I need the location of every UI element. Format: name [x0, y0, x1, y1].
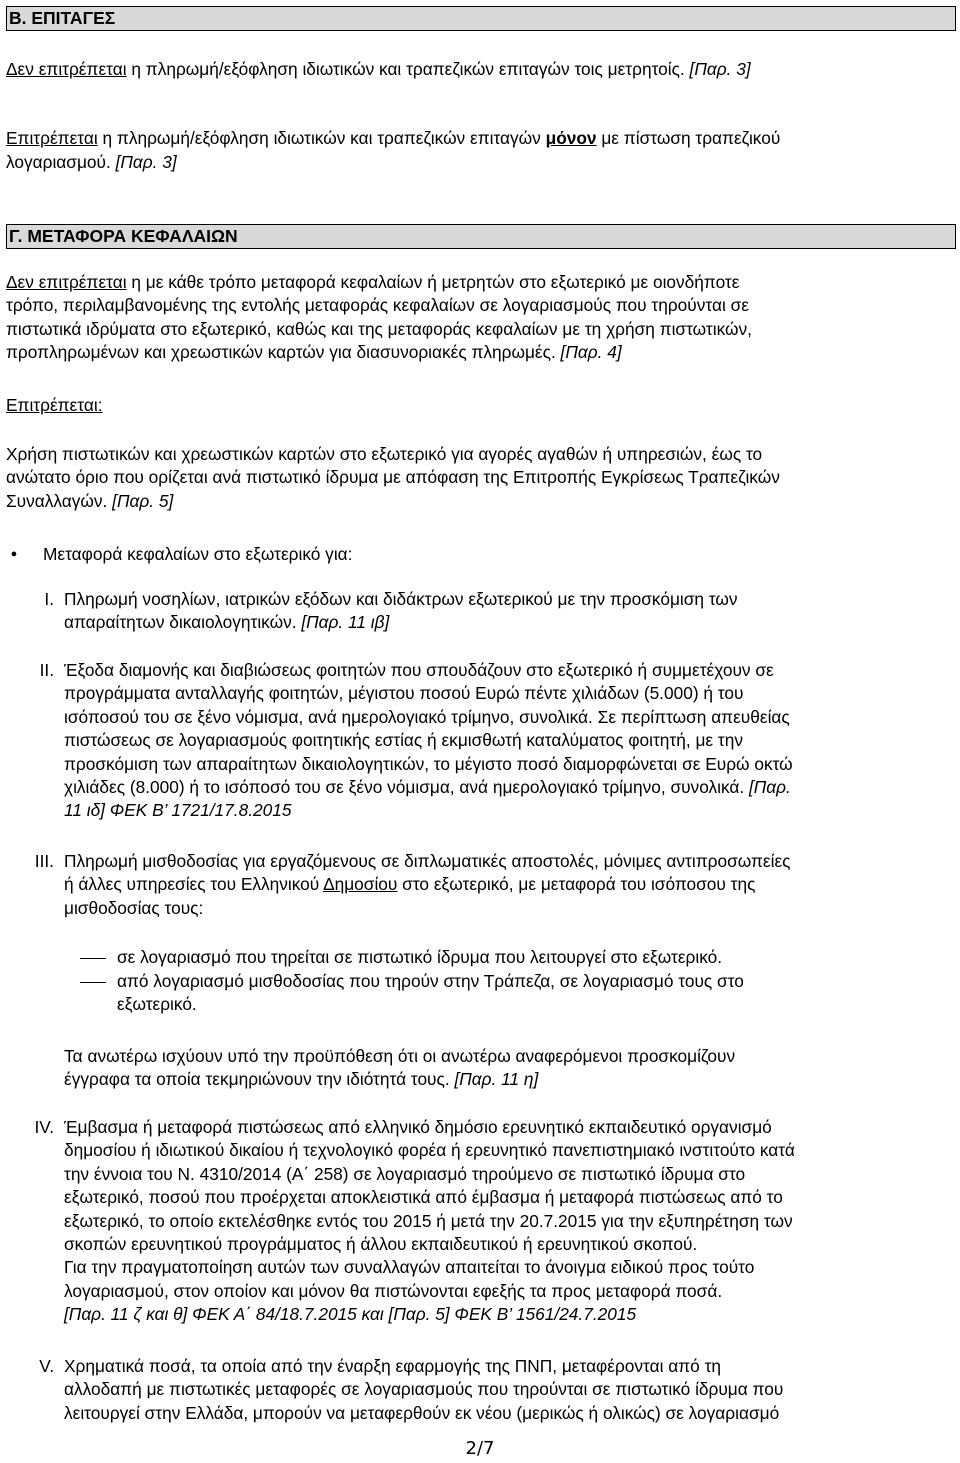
section-c-paragraph-2: Χρήση πιστωτικών και χρεωστικών καρτών στο εξωτερικό για αγορές αγαθών ή υπηρεσιών, έως το ανώτατο όριο που ορίζεται ανά πιστωτικό ίδρυμα με απόφαση της Επιτροπής Εγκρίσεως Τραπεζικών Συναλλαγών. [Παρ. 5]	[6, 444, 780, 511]
bullet-text: Μεταφορά κεφαλαίων στο εξωτερικό για:	[43, 544, 353, 564]
section-b-heading: Β. ΕΠΙΤΑΓΕΣ	[6, 6, 956, 31]
item-number: V.	[39, 1356, 54, 1376]
page-number: 2/7	[465, 1438, 495, 1459]
item-text: Πληρωμή νοσηλίων, ιατρικών εξόδων και διδάκτρων εξωτερικού με την προσκόμιση των απαραίτητων δικαιολογητικών. [Παρ. 11 ιβ]	[64, 589, 738, 633]
item-text: Έμβασμα ή μεταφορά πιστώσεως από ελληνικό δημόσιο ερευνητικό εκπαιδευτικό οργανισμό δημοσίου ή ιδιωτικού δικαίου ή τεχνολογικό φορέα ή ερευνητικό πανεπιστημιακό ινστιτούτο κατά την έννοια του Ν. 4310/2014 (Α΄ 258) σε λογαριασμό τηρούμενο σε πιστωτικό ίδρυμα στο εξωτερικό, ποσού που προέρχεται αποκλειστικά από έμβασμα ή μεταφορά πιστώσεως από το εξωτερικό, το οποίο εκτελέσθηκε εντός του 2015 ή μετά την 20.7.2015 για την εξυπηρέτηση των σκοπών ερευνητικού προγράμματος ή άλλου εκπαιδευτικού ή ερευνητικού σκοπού. Για την πραγματοποίηση αυτών των συναλλαγών απαιτείται το άνοιγμα ειδικού προς τούτο λογαριασμού, στον οποίον και μόνον θα πιστώνονται εφεξής τα προς μεταφορά ποσά. [Παρ. 11 ζ και θ] ΦΕΚ Α΄ 84/18.7.2015 και [Παρ. 5] ΦΕΚ Β’ 1561/24.7.2015	[64, 1116, 954, 1327]
reference: [Παρ. 11 η]	[454, 1069, 539, 1090]
only-emphasis: μόνον	[545, 128, 597, 148]
sub-item: από λογαριασμό μισθοδοσίας που τηρούν στην Τράπεζα, σε λογαριασμό τους στο εξωτερικό.	[117, 971, 744, 1015]
section-b-paragraph-1: Δεν επιτρέπεται η πληρωμή/εξόφληση ιδιωτικών και τραπεζικών επιταγών τοις μετρητοίς. [Παρ. 3]	[6, 59, 751, 79]
item-iii-note: Τα ανωτέρω ισχύουν υπό την προϋπόθεση ότι οι ανωτέρω αναφερόμενοι προσκομίζουν έγγραφα τα οποία τεκμηριώνουν την ιδιότητά τους. [Παρ. 11 η]	[64, 1046, 736, 1090]
reference: [Παρ. 11 ζ και θ] ΦΕΚ Α΄ 84/18.7.2015 και [Παρ. 5] ΦΕΚ Β’ 1561/24.7.2015	[64, 1304, 637, 1325]
item-text: Έξοδα διαμονής και διαβιώσεως φοιτητών που σπουδάζουν στο εξωτερικό ή συμμετέχουν σε προγράμματα ανταλλαγής φοιτητών, μέγιστου ποσού Ευρώ πέντε χιλιάδων (5.000) ή του ισόποσού του σε ξένο νόμισμα, ανά ημερολογιακό τρίμηνο, συνολικά. Σε περίπτωση απευθείας πιστώσεως σε λογαριασμούς φοιτητικής εστίας ή εκμισθωτή καταλύματος φοιτητή, με την προσκόμιση των απαραίτητων δικαιολογητικών, το μέγιστο ποσό διαμορφώνεται σε Ευρώ οκτώ χιλιάδες (8.000) ή το ισόποσό του σε ξένο νόμισμα, ανά ημερολογιακό τρίμηνο, συνολικά. [Παρ. 11 ιδ] ΦΕΚ Β’ 1721/17.8.2015	[64, 659, 954, 823]
item-number: III.	[34, 851, 54, 871]
section-b-paragraph-2: Επιτρέπεται η πληρωμή/εξόφληση ιδιωτικών και τραπεζικών επιταγών μόνον με πίστωση τραπεζικού	[6, 128, 781, 148]
reference: [Παρ. 3]	[689, 59, 751, 79]
item-text: Χρηματικά ποσά, τα οποία από την έναρξη εφαρμογής της ΠΝΠ, μεταφέρονται από τη αλλοδαπή με πιστωτικές μεταφορές σε λογαριασμούς που τηρούνται σε πιστωτικό ίδρυμα που λειτουργεί στην Ελλάδα, μπορούν να μεταφερθούν εκ νέου (μερικώς ή ολικώς) σε λογαριασμό	[64, 1356, 784, 1423]
reference: 11 ιδ] ΦΕΚ Β’ 1721/17.8.2015	[64, 800, 292, 821]
not-allowed-label: Δεν επιτρέπεται	[6, 59, 127, 79]
section-b-paragraph-2-line-2: λογαριασμού. [Παρ. 3]	[6, 152, 177, 172]
not-allowed-label: Δεν επιτρέπεται	[6, 272, 127, 292]
bullet-icon: ●	[10, 548, 18, 560]
section-c-paragraph-1: Δεν επιτρέπεται η με κάθε τρόπο μεταφορά κεφαλαίων ή μετρητών στο εξωτερικό με οιονδήποτε τρόπο, περιλαμβανομένης της εντολής μεταφοράς κεφαλαίων σε λογαριασμούς που τηρούνται σε πιστωτικά ιδρύματα στο εξωτερικό, καθώς και της μεταφοράς κεφαλαίων με τη χρήση πιστωτικών, προπληρωμένων και χρεωστικών καρτών για διασυνοριακές πληρωμές. [Παρ. 4]	[6, 272, 752, 363]
public-sector-emphasis: Δημοσίου	[323, 874, 398, 895]
item-number: IV.	[34, 1117, 54, 1137]
item-number: I.	[44, 589, 54, 609]
reference: [Παρ. 11 ιβ]	[301, 612, 390, 633]
dash-marker	[80, 958, 106, 959]
sub-item: σε λογαριασμό που τηρείται σε πιστωτικό ίδρυμα που λειτουργεί στο εξωτερικό.	[117, 947, 723, 967]
item-text: Πληρωμή μισθοδοσίας για εργαζόμενους σε διπλωματικές αποστολές, μόνιμες αντιπροσωπείες ή άλλες υπηρεσίες του Ελληνικού Δημοσίου στο εξωτερικό, με μεταφορά του ισόποσου της μισθοδοσίας τους:	[64, 851, 791, 918]
dash-marker	[80, 982, 106, 983]
reference: [Παρ.	[748, 777, 791, 798]
item-number: II.	[39, 660, 54, 680]
reference: [Παρ. 5]	[112, 490, 174, 511]
reference: [Παρ. 4]	[560, 342, 622, 363]
section-c-heading: Γ. ΜΕΤΑΦΟΡΑ ΚΕΦΑΛΑΙΩΝ	[6, 224, 956, 249]
allowed-label: Επιτρέπεται:	[6, 395, 103, 415]
allowed-label: Επιτρέπεται	[6, 128, 98, 148]
reference: [Παρ. 3]	[115, 152, 177, 172]
